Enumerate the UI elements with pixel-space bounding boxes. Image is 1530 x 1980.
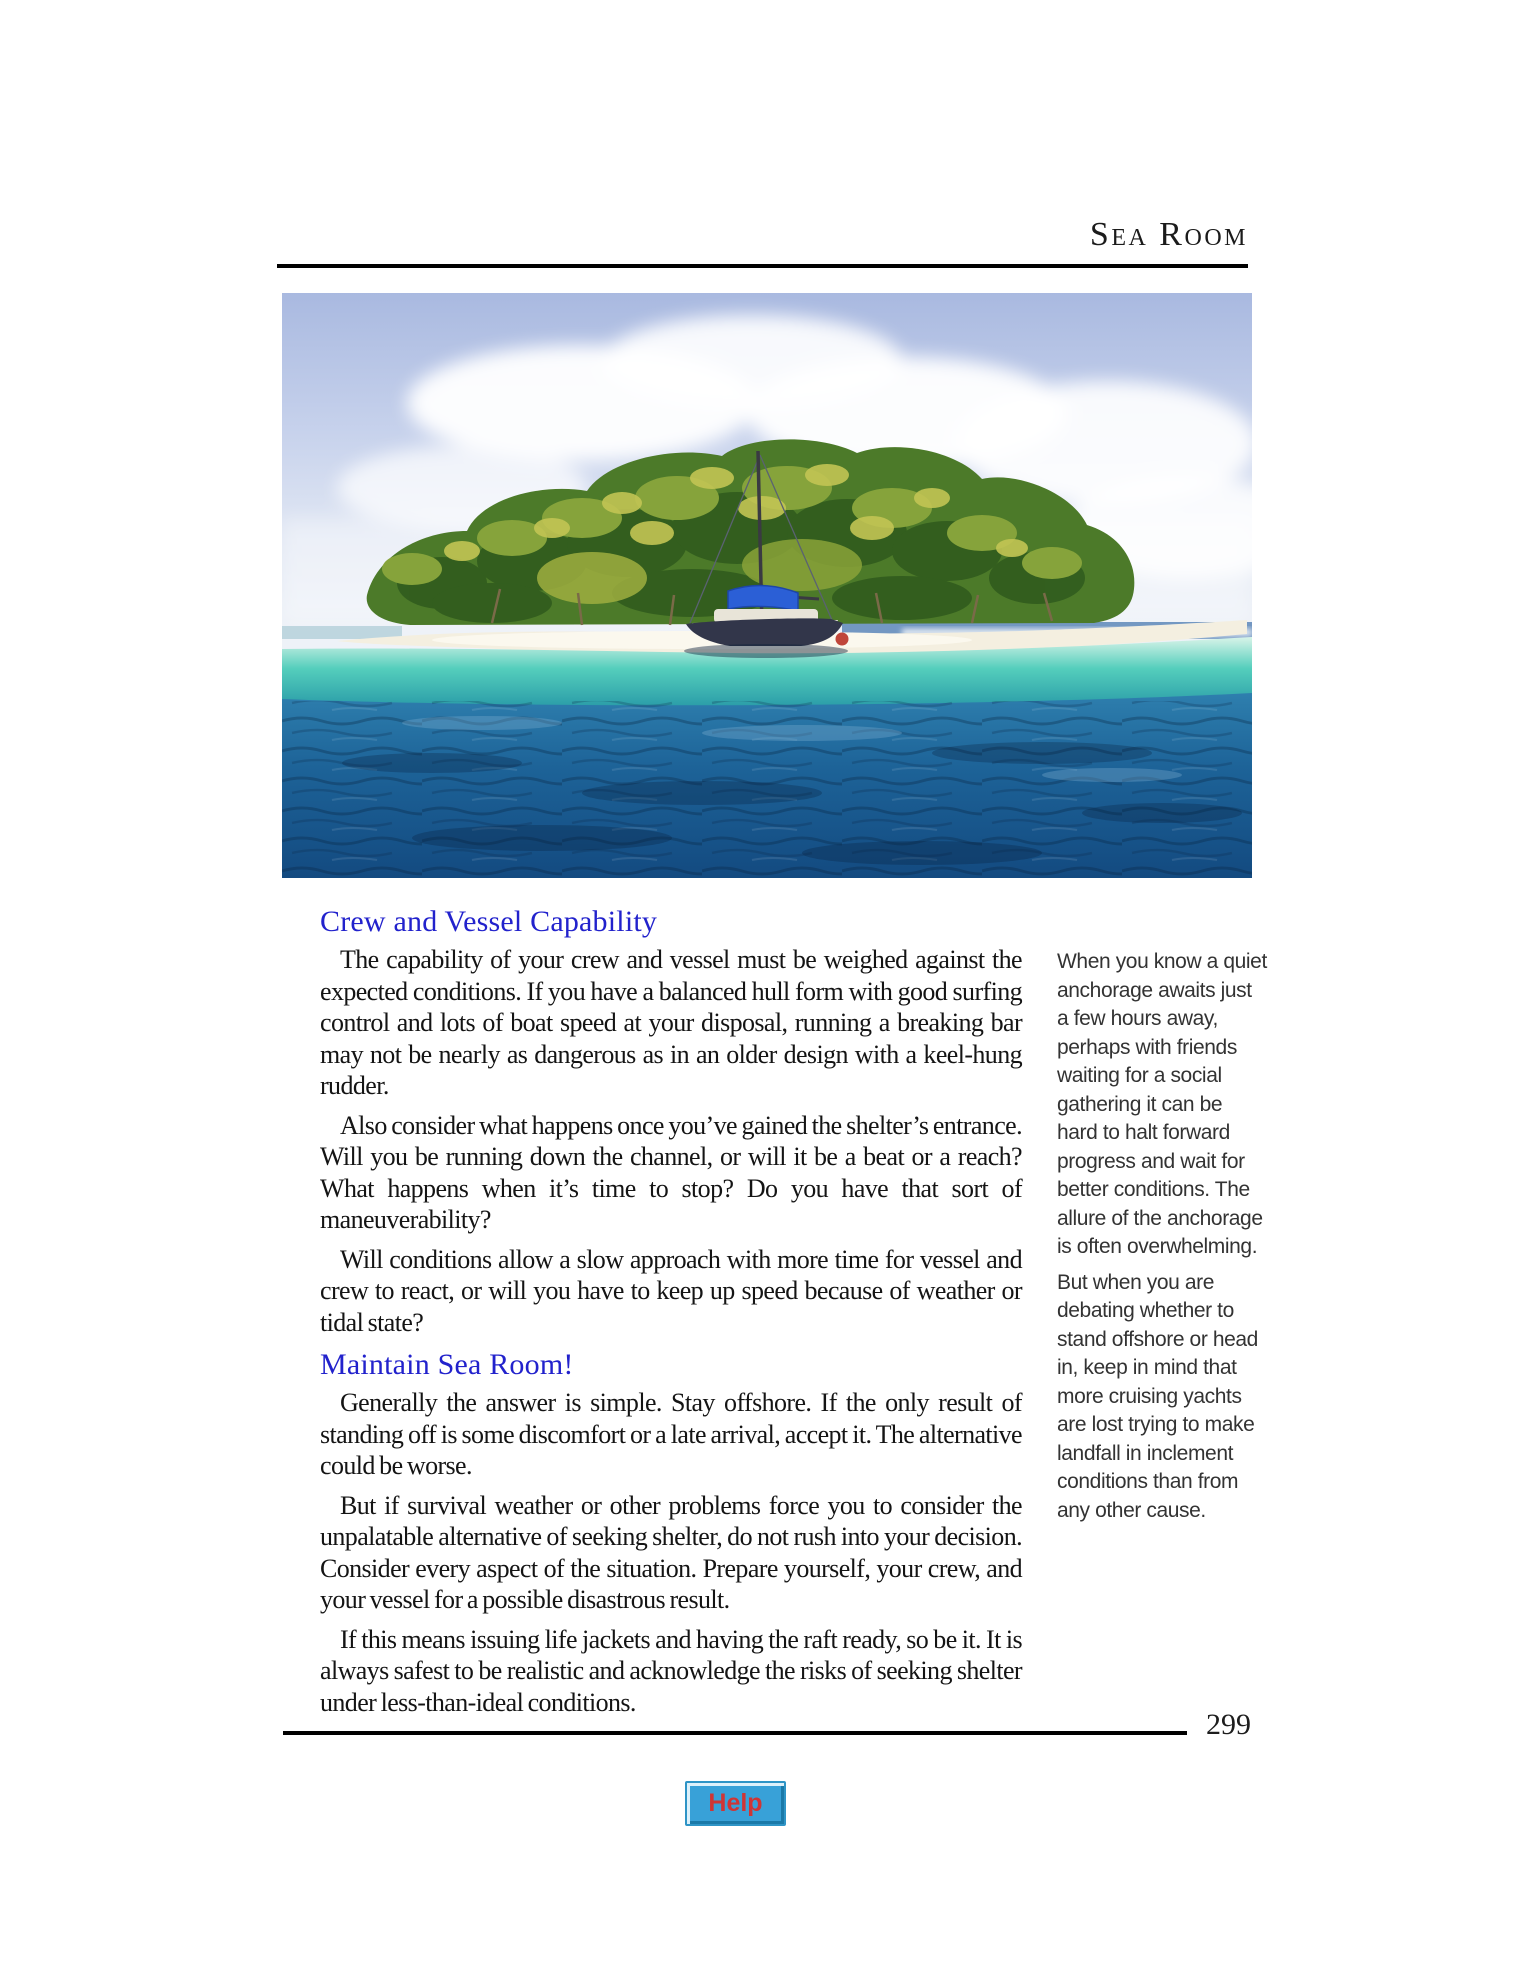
- header-rule: [277, 264, 1248, 268]
- margin-note: [1057, 948, 1267, 1532]
- page-header-title: Sea Room: [1089, 216, 1248, 253]
- sidebar-paragraph: But when you are debating whether to stand offshore or head in, keep in mind that more cruising yachts are lost trying to make landfall in inclement conditions than from any other cause.: [1057, 1270, 1258, 1522]
- page-number: 299: [1206, 1708, 1251, 1741]
- body-paragraph: But if survival weather or other problems force you to consider the unpalatable alternative of seeking shelter, do not rush into your decision. Consider every aspect of the situation. Prepare yourself, your crew, and your vessel for a possible disastrous result.: [320, 1490, 1022, 1614]
- section-heading: Maintain Sea Room!: [320, 1348, 574, 1381]
- body-paragraph: The capability of your crew and vessel must be weighed against the expected conditions. If you have a balanced hull form with good surfing control and lots of boat speed at your disposal, running a breaking bar may not be nearly as dangerous as in an older design with a keel-hung rudder.: [320, 945, 1022, 1100]
- body-paragraph: Generally the answer is simple. Stay offshore. If the only result of standing off is some discomfort or a late arrival, accept it. The alternative could be worse.: [320, 1388, 1022, 1480]
- sidebar-paragraph: When you know a quiet anchorage awaits just a few hours away, perhaps with friends waiting for a social gathering it can be hard to halt forward progress and wait for better conditions. The allure of the anchorage is often overwhelming.: [1057, 950, 1267, 1258]
- main-text-column: [320, 905, 1022, 1726]
- section-maintain-sea-room: [320, 1348, 1022, 1718]
- island-anchorage-photo: [282, 293, 1252, 878]
- footer-rule: [283, 1731, 1187, 1735]
- body-paragraph: Also consider what happens once you’ve gained the shelter’s entrance. Will you be running down the channel, or will it be a beat or a reach? What happens when it’s time to stop? Do you have that sort of maneuverability?: [320, 1110, 1022, 1234]
- body-paragraph: If this means issuing life jackets and having the raft ready, so be it. It is always safest to be realistic and acknowledge the risks of seeking shelter under less-than-ideal conditions.: [320, 1624, 1022, 1717]
- section-crew-and-vessel-capability: [320, 905, 1022, 1338]
- island-anchorage-illustration: [282, 293, 1252, 878]
- body-paragraph: Will conditions allow a slow approach with more time for vessel and crew to react, or will you have to keep up speed because of weather or tidal state?: [320, 1244, 1022, 1337]
- section-heading: Crew and Vessel Capability: [320, 905, 658, 938]
- help-button[interactable]: Help: [685, 1781, 786, 1826]
